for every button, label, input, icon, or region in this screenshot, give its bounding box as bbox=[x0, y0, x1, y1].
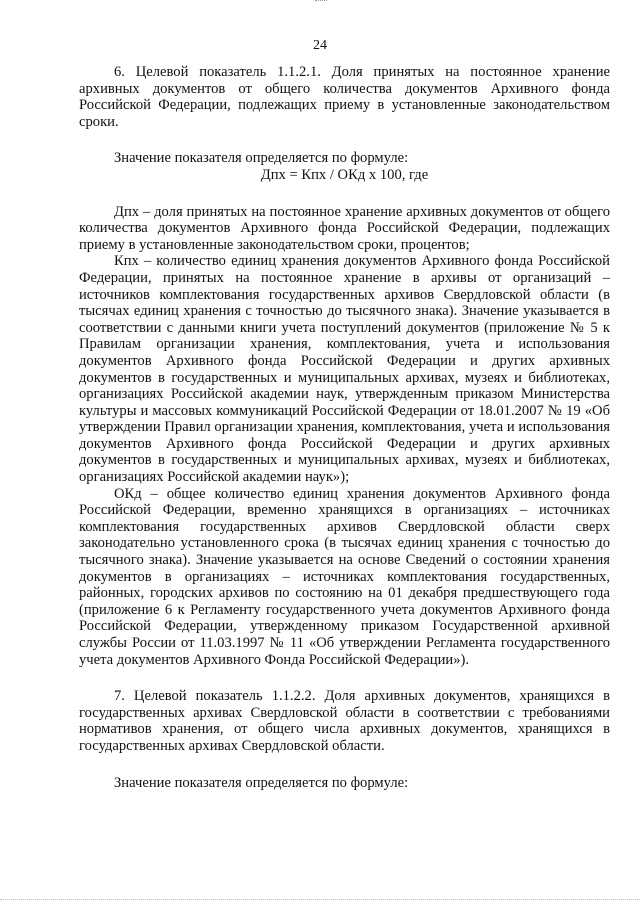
scan-mark-top bbox=[315, 0, 327, 4]
page-number: 24 bbox=[313, 38, 327, 53]
paragraph-indicator-7: 7. Целевой показатель 1.1.2.2. Доля архивных документов, хранящихся в государственных архивах Свердловской области в соответствии с требованиями нормативов хранения, от общего числа архивных документов, хранящихся в государственных архивах Свердловской области. bbox=[79, 688, 610, 754]
paragraph-indicator-6: 6. Целевой показатель 1.1.2.1. Доля принятых на постоянное хранение архивных документов от общего количества документов Архивного фонда Российской Федерации, подлежащих приему в установленные законодательством сроки. bbox=[79, 64, 610, 130]
definition-okd: ОКд – общее количество единиц хранения документов Архивного фонда Российской Федерации, временно хранящихся в организациях – источниках комплектования государственных архивов Свердловской области сверх законодательно установленного срока (в тысячах единиц хранения с точностью до тысячного знака). Значение указывается на основе Сведений о состоянии хранения документов в организациях – источниках комплектования государственных, районных, городских архивов по состоянию на 01 декабря предшествующего года (приложение 6 к Регламенту государственного учета документов Архивного фонда Российской Федерации, утвержденному приказом Государственной архивной службы России от 11.03.1997 № 11 «Об утверждении Регламента государственного учета документов Архивного Фонда Российской Федерации»). bbox=[79, 485, 610, 668]
definition-dpx: Дпх – доля принятых на постоянное хранение архивных документов от общего количества документов Архивного фонда Российской Федерации, подлежащих приему в установленные законодательством сроки, процентов; bbox=[79, 203, 610, 253]
scan-edge-bottom bbox=[0, 899, 640, 901]
definition-kpx: Кпх – количество единиц хранения документов Архивного фонда Российской Федерации, принятых на постоянное хранение в архивы от организаций – источников комплектования государственных архивов Свердловской области (в тысячах единиц хранения с точностью до тысячного знака). Значение указывается в соответствии с данными книги учета поступлений документов (приложение № 5 к Правилам организации хранения, комплектования, учета и использования документов Архивного фонда Российской Федерации и других архивных документов в государственных и муниципальных архивах, музеях и библиотеках, организациях Российской академии наук, утвержденным приказом Министерства культуры и массовых коммуникаций Российской Федерации от 18.01.2007 № 19 «Об утверждении Правил организации хранения, комплектования, учета и использования документов Архивного фонда Российской Федерации и других архивных документов в государственных и муниципальных архивах, музеях и библиотеках, организациях Российской академии наук»); bbox=[79, 253, 610, 486]
formula-6: Дпх = Кпх / ОКд х 100, где bbox=[260, 166, 429, 183]
document-body bbox=[79, 64, 610, 791]
formula-intro-6: Значение показателя определяется по формуле: bbox=[114, 150, 409, 167]
formula-intro-7: Значение показателя определяется по формуле: bbox=[114, 774, 409, 791]
